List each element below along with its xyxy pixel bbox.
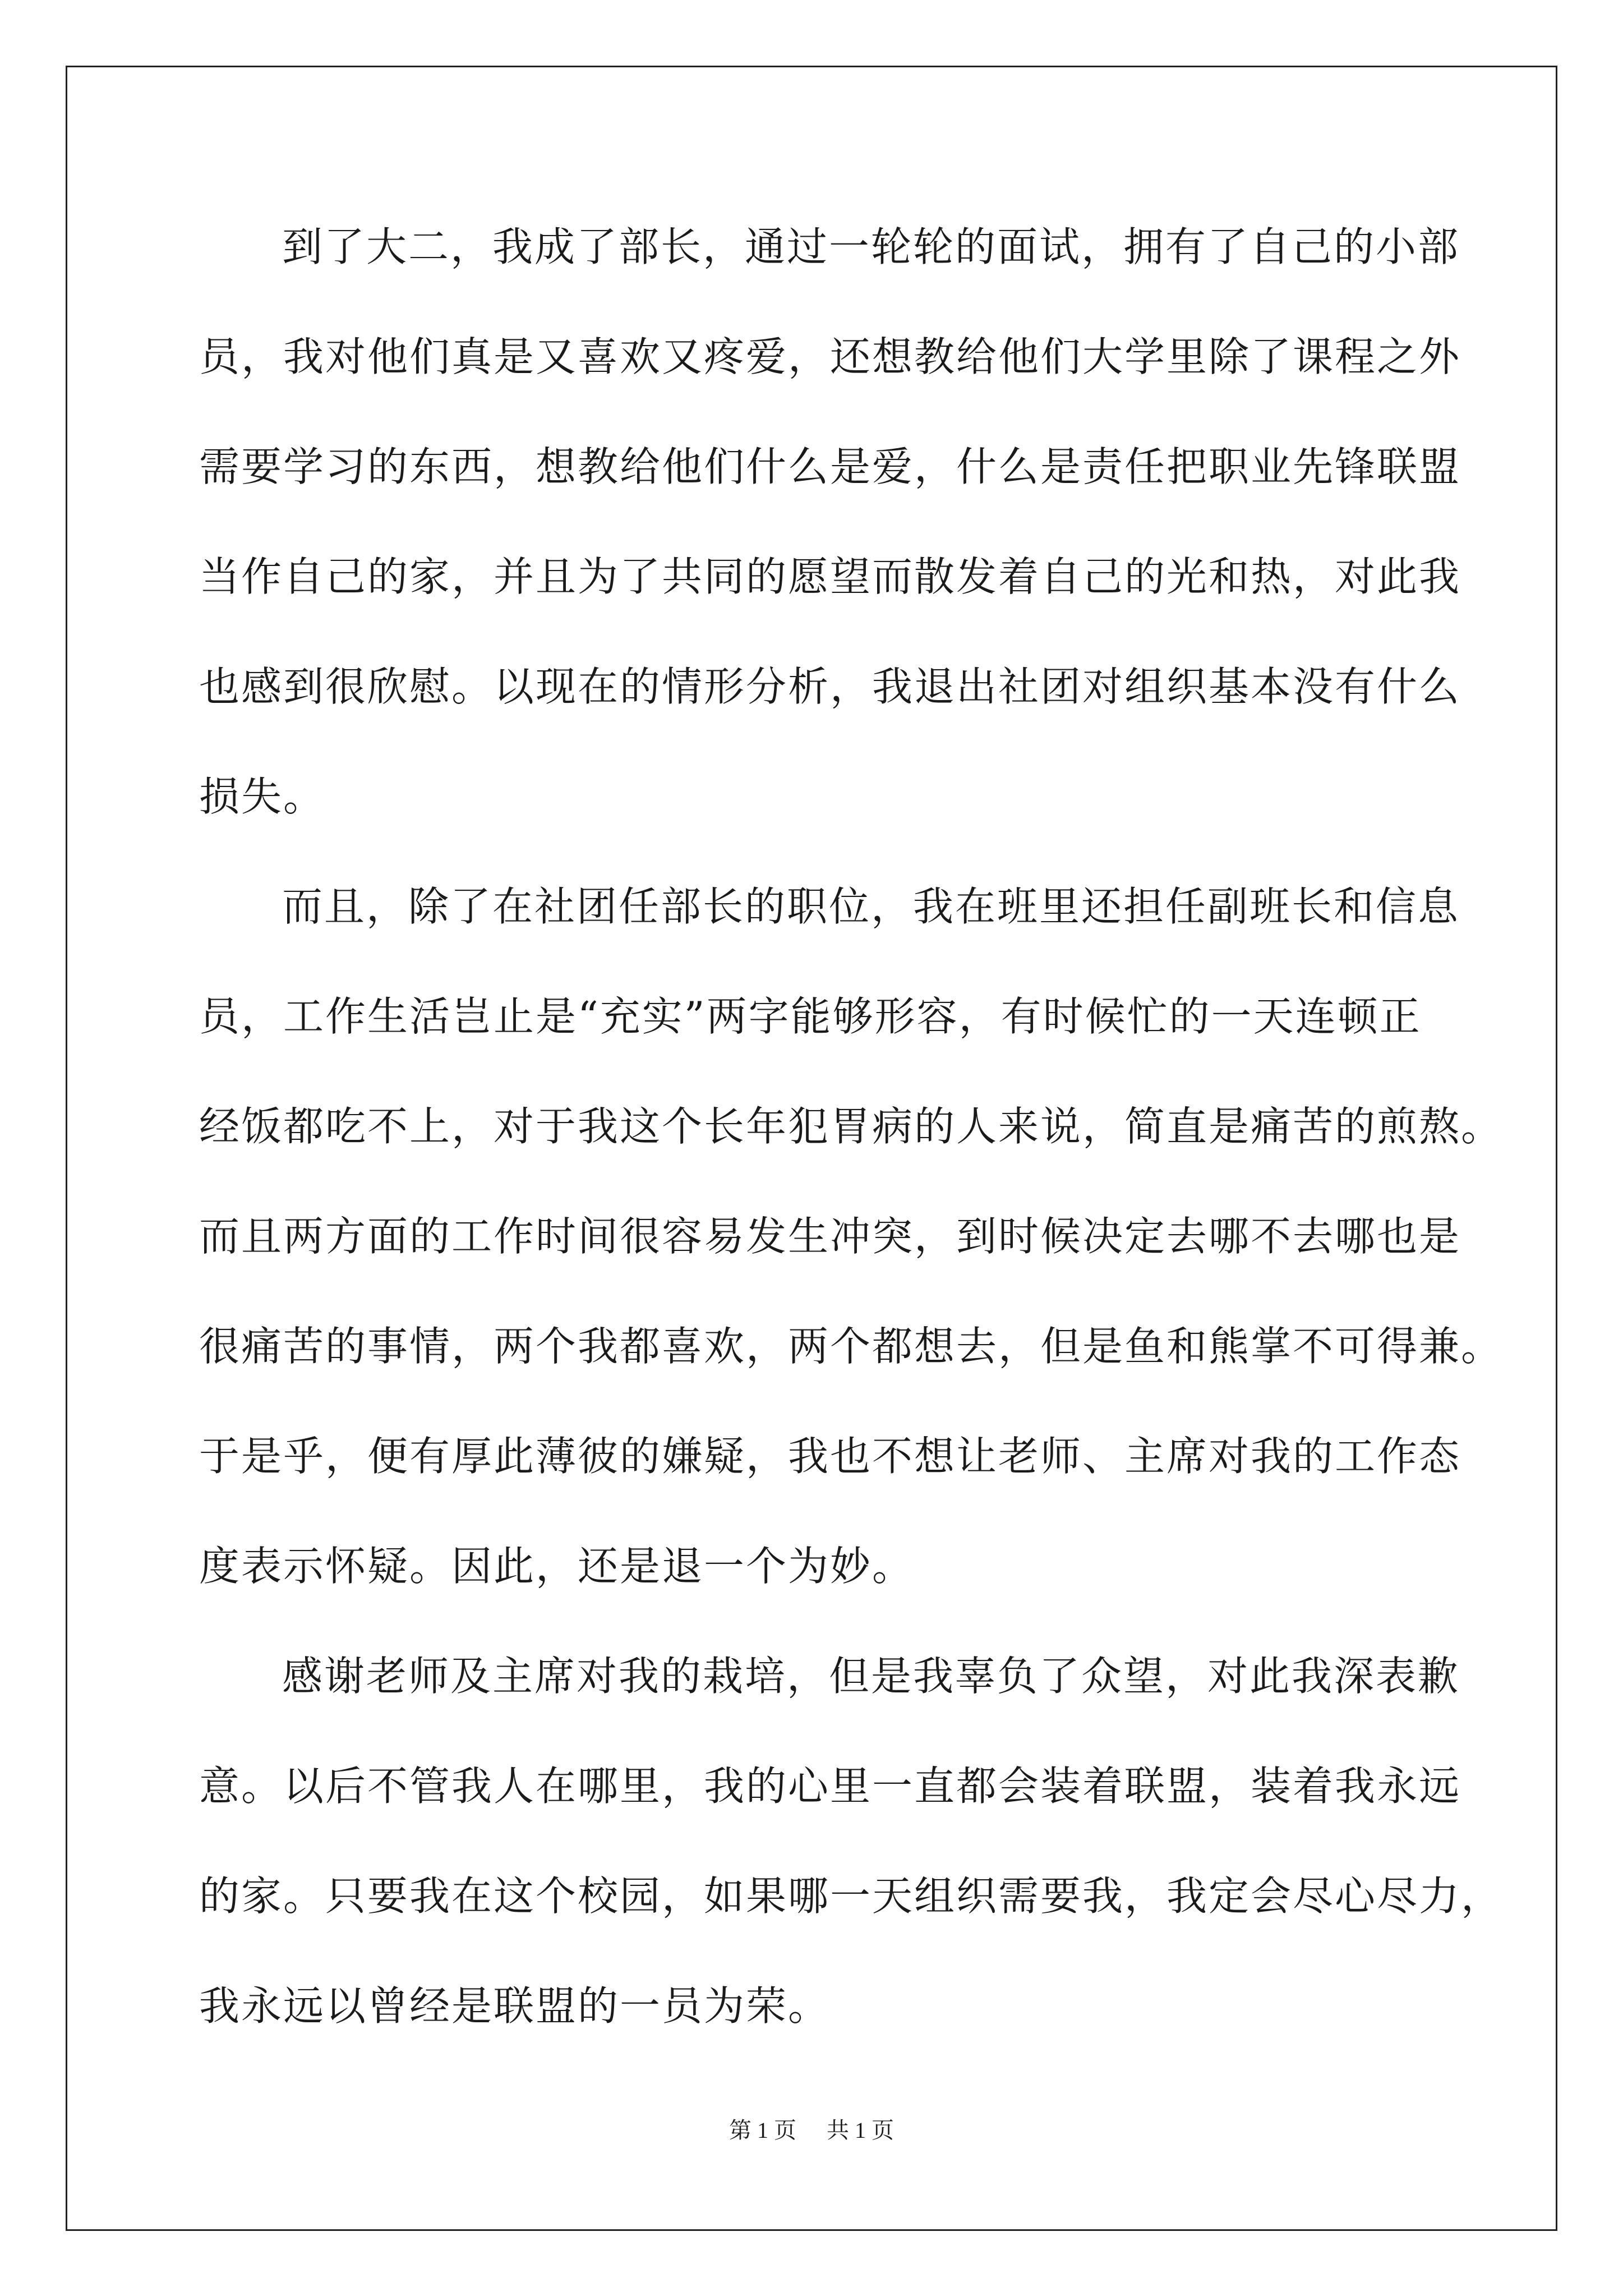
document-body	[199, 219, 1504, 2088]
paragraph-line: 经饭都吃不上，对于我这个长年犯胃病的人来说，简直是痛苦的煎熬。	[199, 1103, 1504, 1150]
paragraph-line: 于是乎，便有厚此薄彼的嫌疑，我也不想让老师、主席对我的工作态	[199, 1433, 1461, 1480]
paragraph-line: 需要学习的东西，想教给他们什么是爱，什么是责任把职业先锋联盟	[199, 443, 1461, 490]
paragraph-line: 意。以后不管我人在哪里，我的心里一直都会装着联盟，装着我永远	[199, 1763, 1461, 1810]
paragraph-line: 员，我对他们真是又喜欢又疼爱，还想教给他们大学里除了课程之外	[199, 333, 1461, 380]
paragraph-line: 到了大二，我成了部长，通过一轮轮的面试，拥有了自己的小部	[282, 223, 1460, 270]
paragraph-line: 而且两方面的工作时间很容易发生冲突，到时候决定去哪不去哪也是	[199, 1213, 1461, 1260]
paragraph-line: 当作自己的家，并且为了共同的愿望而散发着自己的光和热，对此我	[199, 553, 1461, 600]
paragraph-line: 而且，除了在社团任部长的职位，我在班里还担任副班长和信息	[282, 883, 1460, 930]
page-number: 第 1 页	[729, 2118, 796, 2143]
paragraph-line: 很痛苦的事情，两个我都喜欢，两个都想去，但是鱼和熊掌不可得兼。	[199, 1323, 1504, 1370]
paragraph-line: 员，工作生活岂止是“充实”两字能够形容，有时候忙的一天连顿正	[199, 993, 1422, 1040]
page-count: 共 1 页	[827, 2118, 894, 2143]
paragraph-line: 也感到很欣慰。以现在的情形分析，我退出社团对组织基本没有什么	[199, 663, 1461, 710]
paragraph-line: 的家。只要我在这个校园，如果哪一天组织需要我，我定会尽心尽力，	[199, 1872, 1504, 1920]
paragraph-line: 感谢老师及主席对我的栽培，但是我辜负了众望，对此我深表歉	[282, 1653, 1460, 1700]
page-footer	[0, 2114, 1623, 2147]
paragraph-line: 损失。	[199, 773, 326, 820]
paragraph-line: 我永远以曾经是联盟的一员为荣。	[199, 1982, 831, 2030]
paragraph-line: 度表示怀疑。因此，还是退一个为妙。	[199, 1543, 915, 1590]
